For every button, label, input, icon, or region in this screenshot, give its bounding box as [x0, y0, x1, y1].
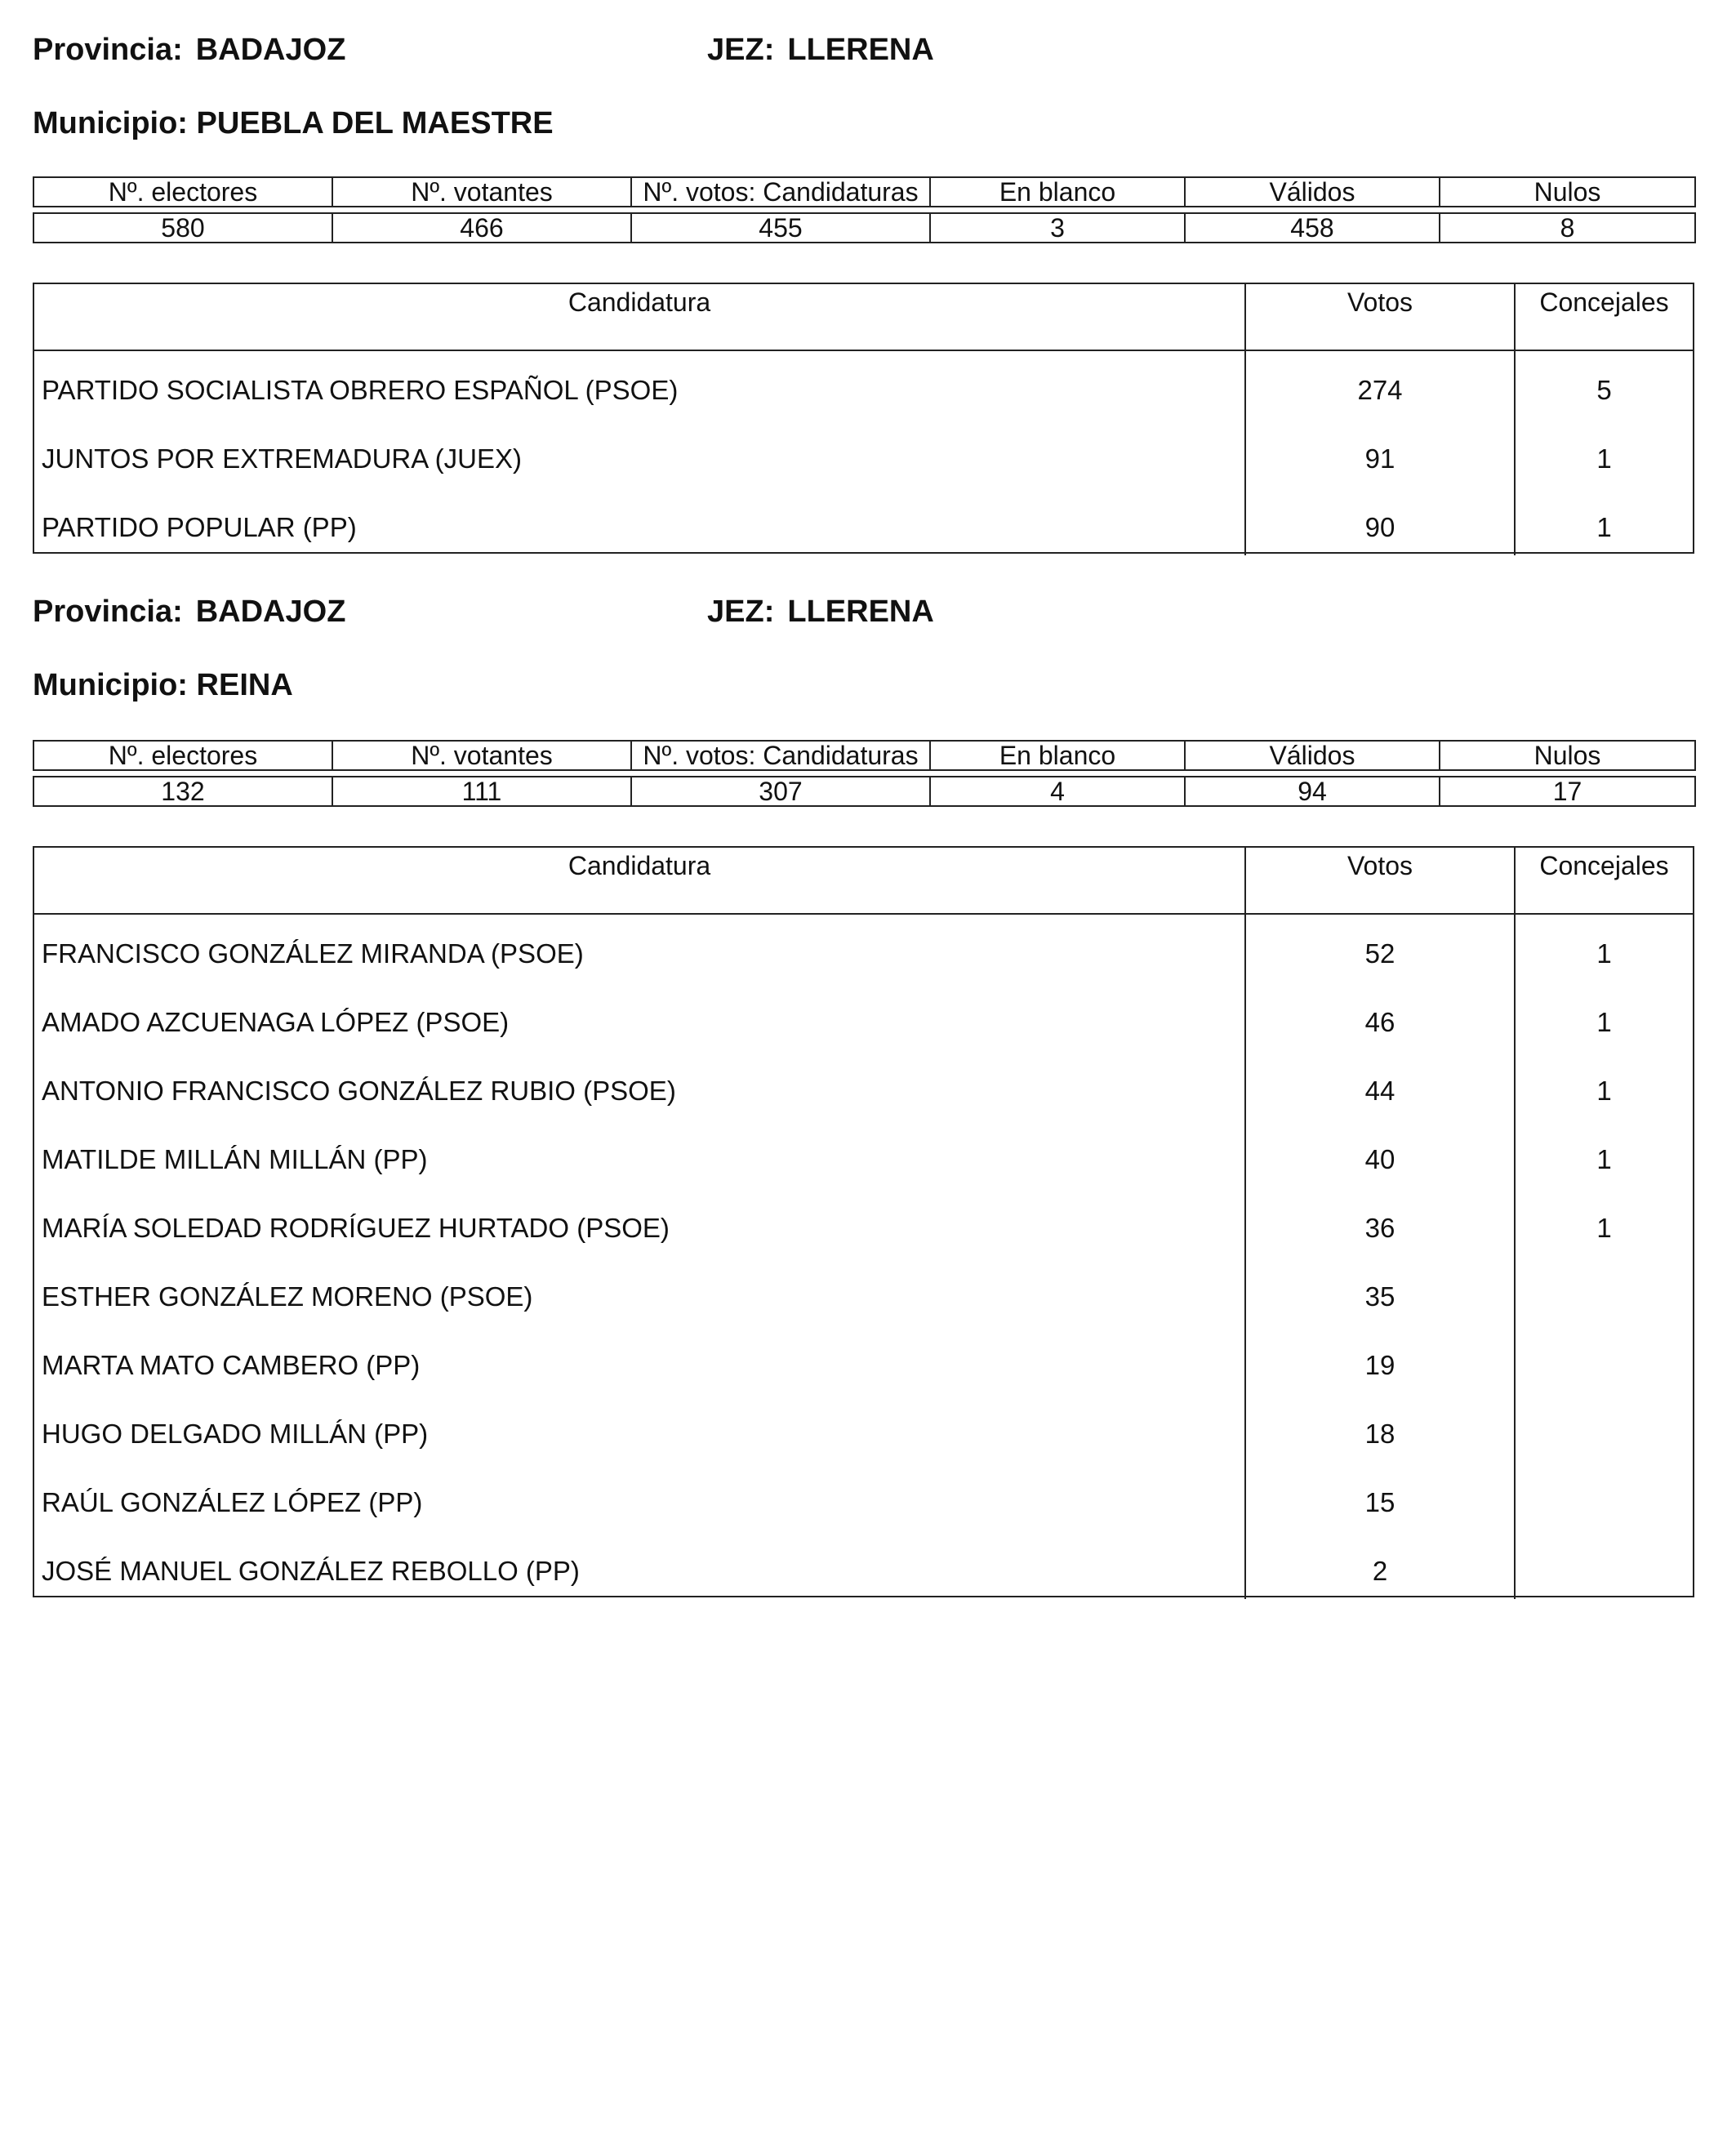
- jez-value: LLERENA: [787, 595, 934, 629]
- candidate-name: FRANCISCO GONZÁLEZ MIRANDA (PSOE): [42, 938, 584, 969]
- candidate-votes: 36: [1364, 1213, 1395, 1243]
- candidate-name: HUGO DELGADO MILLÁN (PP): [42, 1419, 429, 1449]
- candidate-votes: 90: [1364, 512, 1395, 542]
- candidate-concejales: 5: [1596, 375, 1612, 405]
- concejales-header: Concejales: [1539, 851, 1669, 880]
- stats-header-cell: Válidos: [1185, 741, 1440, 770]
- candidatura-header: Candidatura: [34, 848, 1246, 913]
- candidate-votes: 15: [1364, 1487, 1395, 1517]
- stats-value-row: [33, 213, 1695, 243]
- provincia-label: Provincia:: [33, 595, 183, 629]
- candidate-concejales: [1516, 1480, 1693, 1548]
- candidate-votes: 19: [1364, 1350, 1395, 1380]
- candidate-concejales: [1516, 1274, 1693, 1343]
- candidate-votes: 274: [1357, 375, 1403, 405]
- candidate-votes: 2: [1372, 1556, 1388, 1586]
- candidate-votes: 52: [1364, 938, 1395, 969]
- candidate-votes: 40: [1364, 1144, 1395, 1174]
- candidate-name: AMADO AZCUENAGA LÓPEZ (PSOE): [42, 1007, 510, 1037]
- candidate-concejales: [1516, 1548, 1693, 1617]
- candidate-name: JUNTOS POR EXTREMADURA (JUEX): [42, 443, 522, 474]
- candidate-name: RAÚL GONZÁLEZ LÓPEZ (PP): [42, 1487, 423, 1517]
- candidate-concejales: 1: [1596, 938, 1612, 969]
- candidate-name: MATILDE MILLÁN MILLÁN (PP): [42, 1144, 428, 1174]
- candidate-concejales: [1516, 1343, 1693, 1411]
- candidate-concejales: 1: [1596, 1144, 1612, 1174]
- stats-header-cell: Nº. electores: [33, 741, 332, 770]
- candidate-name: JOSÉ MANUEL GONZÁLEZ REBOLLO (PP): [42, 1556, 580, 1586]
- stats-header-row: [33, 177, 1695, 207]
- votos-header: Votos: [1246, 284, 1516, 350]
- stats-header-cell: Nº. votantes: [332, 741, 631, 770]
- stats-value-cell: 455: [631, 213, 930, 243]
- candidate-name: PARTIDO POPULAR (PP): [42, 512, 357, 542]
- jez-label: JEZ:: [707, 33, 775, 67]
- candidate-concejales: 1: [1596, 1213, 1612, 1243]
- stats-value-cell: 3: [930, 213, 1185, 243]
- municipality-section: [33, 564, 1694, 1625]
- stats-header-cell: Nulos: [1440, 741, 1695, 770]
- jez-value: LLERENA: [787, 33, 934, 67]
- candidate-votes: 91: [1364, 443, 1395, 474]
- municipio-value: PUEBLA DEL MAESTRE: [196, 106, 554, 140]
- candidatura-header: Candidatura: [34, 284, 1246, 350]
- stats-value-cell: 580: [33, 213, 332, 243]
- municipio-heading: [33, 666, 293, 704]
- stats-header-cell: Nº. electores: [33, 177, 332, 207]
- candidate-votes: 35: [1364, 1281, 1395, 1312]
- stats-header-cell: Nº. votos: Candidaturas: [631, 741, 930, 770]
- stats-header-cell: En blanco: [930, 741, 1185, 770]
- results-body: [34, 351, 1693, 555]
- candidate-concejales: 1: [1596, 1007, 1612, 1037]
- candidate-name: ESTHER GONZÁLEZ MORENO (PSOE): [42, 1281, 533, 1312]
- provincia-label: Provincia:: [33, 33, 183, 67]
- stats-header-cell: En blanco: [930, 177, 1185, 207]
- stats-value-cell: 94: [1185, 777, 1440, 806]
- candidate-votes: 44: [1364, 1076, 1395, 1106]
- results-body: [34, 915, 1693, 1599]
- municipio-label: Municipio:: [33, 106, 188, 140]
- stats-value-cell: 307: [631, 777, 930, 806]
- stats-header-cell: Nº. votos: Candidaturas: [631, 177, 930, 207]
- candidate-concejales: 1: [1596, 512, 1612, 542]
- stats-value-cell: 466: [332, 213, 631, 243]
- stats-header-cell: Nulos: [1440, 177, 1695, 207]
- candidate-name: MARÍA SOLEDAD RODRÍGUEZ HURTADO (PSOE): [42, 1213, 670, 1243]
- votos-header: Votos: [1246, 848, 1516, 913]
- provincia-value: BADAJOZ: [195, 595, 346, 629]
- jez-heading: [707, 31, 934, 69]
- candidate-concejales: 1: [1596, 1076, 1612, 1106]
- results-table: [33, 846, 1694, 1597]
- candidate-name: ANTONIO FRANCISCO GONZÁLEZ RUBIO (PSOE): [42, 1076, 676, 1106]
- municipality-section: [33, 0, 1694, 564]
- provincia-value: BADAJOZ: [195, 33, 346, 67]
- jez-label: JEZ:: [707, 595, 775, 629]
- results-header-row: [34, 848, 1693, 915]
- stats-value-cell: 4: [930, 777, 1185, 806]
- stats-header-row: [33, 741, 1695, 770]
- stats-header-cell: Válidos: [1185, 177, 1440, 207]
- jez-heading: [707, 593, 934, 630]
- stats-value-cell: 111: [332, 777, 631, 806]
- candidate-concejales: [1516, 1411, 1693, 1480]
- candidate-concejales: 1: [1596, 443, 1612, 474]
- candidate-name: PARTIDO SOCIALISTA OBRERO ESPAÑOL (PSOE): [42, 375, 679, 405]
- stats-table: [33, 740, 1696, 807]
- candidate-votes: 46: [1364, 1007, 1395, 1037]
- results-table: [33, 283, 1694, 554]
- municipio-value: REINA: [196, 668, 293, 702]
- stats-value-row: [33, 777, 1695, 806]
- stats-value-cell: 8: [1440, 213, 1695, 243]
- stats-table: [33, 176, 1696, 243]
- stats-value-cell: 17: [1440, 777, 1695, 806]
- stats-value-cell: 458: [1185, 213, 1440, 243]
- municipio-label: Municipio:: [33, 668, 188, 702]
- provincia-heading: [33, 593, 345, 630]
- provincia-heading: [33, 31, 345, 69]
- municipio-heading: [33, 105, 554, 142]
- results-header-row: [34, 284, 1693, 351]
- candidate-name: MARTA MATO CAMBERO (PP): [42, 1350, 421, 1380]
- candidate-votes: 18: [1364, 1419, 1395, 1449]
- concejales-header: Concejales: [1539, 287, 1669, 317]
- stats-value-cell: 132: [33, 777, 332, 806]
- stats-header-cell: Nº. votantes: [332, 177, 631, 207]
